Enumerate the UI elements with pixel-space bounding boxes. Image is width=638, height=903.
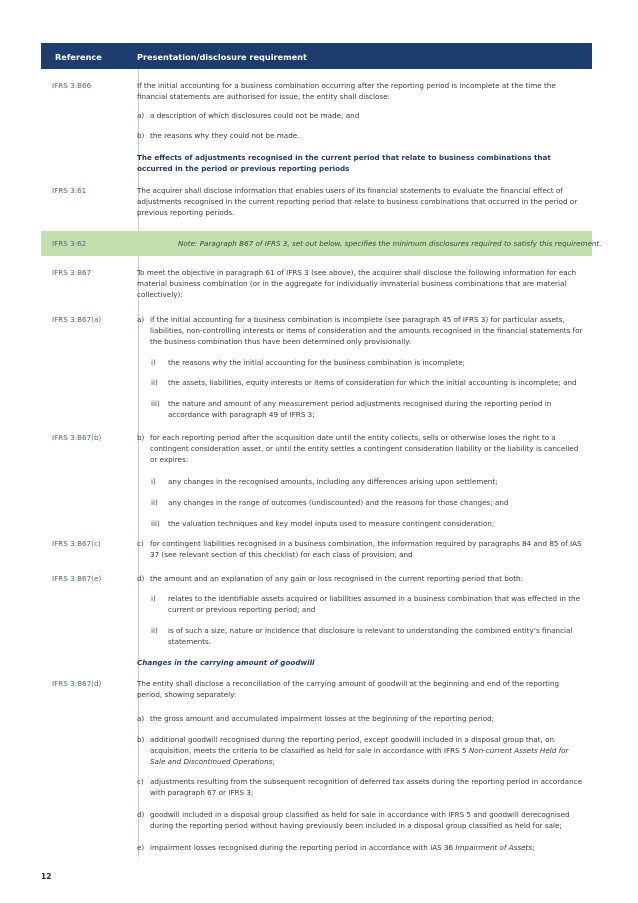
- ref-b67a: IFRS 3:B67(a): [52, 315, 102, 324]
- header-requirement: Presentation/disclosure requirement: [137, 52, 307, 62]
- ref-61: IFRS 3:61: [52, 186, 87, 195]
- ref-b66: IFRS 3:B66: [52, 81, 92, 90]
- note-text: Note: Paragraph B67 of IFRS 3, set out below, specifies the minimum disclosures required to satisfy this requirement.: [178, 239, 602, 248]
- ref-62: IFRS 3:62: [52, 239, 87, 248]
- page-number: 12: [41, 872, 52, 881]
- ref-b67d: IFRS 3:B67(d): [52, 679, 102, 688]
- header-reference: Reference: [55, 52, 102, 62]
- ref-b67c: IFRS 3:B67(c): [52, 539, 101, 548]
- ref-b67b: IFRS 3:B67(b): [52, 433, 102, 442]
- note-box: [41, 231, 602, 256]
- table-header: [41, 43, 592, 69]
- ref-b67e: IFRS 3:B67(e): [52, 574, 102, 583]
- ref-b67: IFRS 3:B67: [52, 268, 92, 277]
